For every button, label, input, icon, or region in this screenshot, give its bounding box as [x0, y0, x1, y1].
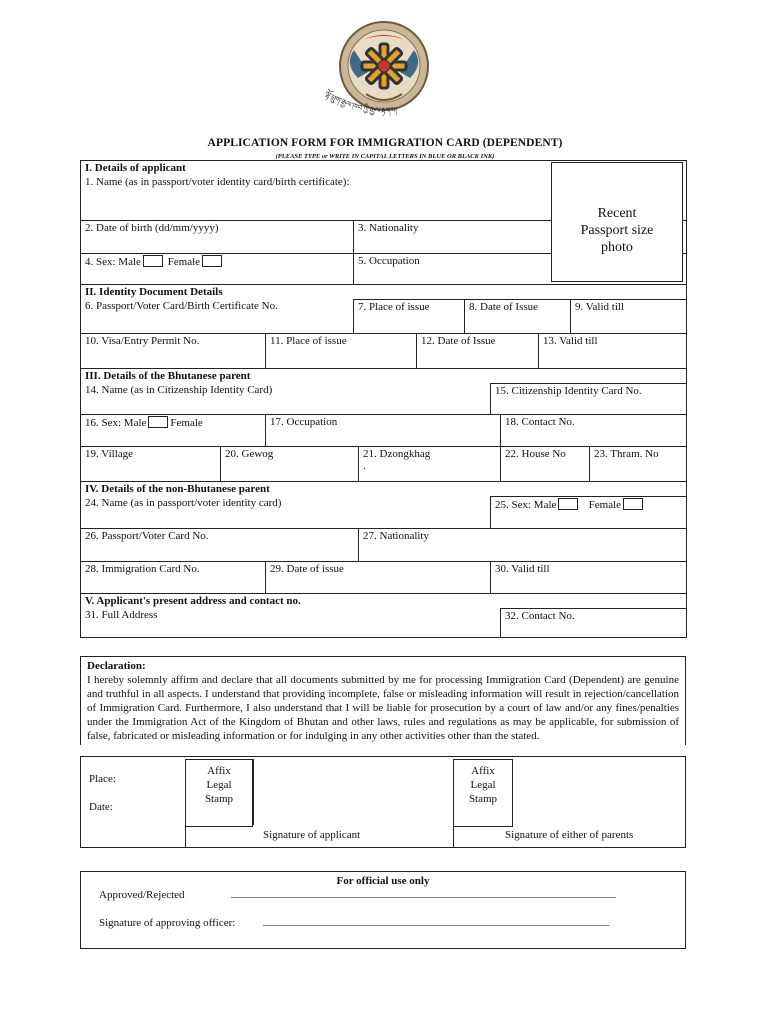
field-2-date-of-birth[interactable]: 2. Date of birth (dd/mm/yyyy) — [81, 220, 354, 253]
field-4-male-checkbox[interactable] — [143, 255, 163, 267]
declaration-text: I hereby solemnly affirm and declare that all documents submitted by me for processing Immigration Card (Dependent) are genuine and truthful in all aspects. I understand that providing incomplete, false or misleading information will result in rejection/cancellation of Immigration Card. Furthermore, I also understand that I will be liable for prosecution by a court of law and/or any fines/penalties under the Immigration Act of the Kingdom of Bhutan and other laws, rules and regulations as may be applicable, for submission of false, fabricated or misleading information or for indulging in any other activities other than the stated. — [87, 674, 679, 742]
field-9-valid-till[interactable]: 9. Valid till — [571, 299, 687, 333]
field-10-visa-no[interactable]: 10. Visa/Entry Permit No. — [81, 333, 266, 368]
field-17-occupation[interactable]: 17. Occupation — [266, 414, 501, 446]
field-12-date-of-issue[interactable]: 12. Date of Issue — [417, 333, 539, 368]
field-1-name[interactable]: 1. Name (as in passport/voter identity card/birth certificate): — [81, 175, 687, 220]
field-25-male-label: 25. Sex: Male — [495, 498, 557, 511]
field-26-passport-no[interactable]: 26. Passport/Voter Card No. — [81, 528, 359, 561]
section-1-heading: I. Details of applicant — [81, 161, 687, 176]
field-25-sex — [491, 496, 687, 528]
field-4-female-label: Female — [167, 255, 201, 268]
field-13-valid-till[interactable]: 13. Valid till — [539, 333, 687, 368]
applicant-signature-label[interactable]: Signature of applicant — [263, 829, 361, 841]
field-32-contact-no[interactable]: 32. Contact No. — [501, 608, 687, 637]
field-25-female-checkbox[interactable] — [623, 498, 643, 510]
form-subtitle: (PLEASE TYPE or WRITE IN CAPITAL LETTERS IN BLUE OR BLACK INK) — [275, 153, 495, 160]
field-16-male-checkbox[interactable] — [148, 416, 168, 428]
field-29-date-of-issue[interactable]: 29. Date of issue — [266, 561, 491, 593]
section-5-heading: V. Applicant's present address and contact no. — [81, 593, 687, 608]
declaration-heading: Declaration: — [87, 660, 146, 672]
field-23-thram-no[interactable]: 23. Thram. No — [590, 446, 687, 481]
bhutan-royal-emblem-icon — [304, 14, 464, 132]
field-16-male-label: 16. Sex: Male — [85, 416, 147, 429]
field-21-label: 21. Dzongkhag — [363, 447, 431, 460]
official-use-heading: For official use only — [336, 875, 430, 887]
form-title: APPLICATION FORM FOR IMMIGRATION CARD (DEPENDENT) — [207, 137, 563, 149]
stamp2-line1: Affix — [471, 765, 495, 777]
approved-rejected-label: Approved/Rejected — [99, 889, 185, 901]
field-8-date-of-issue[interactable]: 8. Date of Issue — [465, 299, 571, 333]
field-6-document-no[interactable]: 6. Passport/Voter Card/Birth Certificate No. — [81, 299, 354, 333]
parent-signature-label[interactable]: Signature of either of parents — [505, 829, 634, 841]
date-label: Date: — [89, 801, 113, 813]
declaration-section — [80, 656, 686, 745]
place-label: Place: — [89, 773, 116, 785]
field-22-house-no[interactable]: 22. House No — [501, 446, 590, 481]
photo-label-line2: Passport size — [580, 223, 654, 238]
field-27-nationality[interactable]: 27. Nationality — [359, 528, 687, 561]
photo-label-line1: Recent — [597, 206, 637, 221]
field-5-occupation[interactable]: 5. Occupation — [354, 253, 687, 284]
stamp1-line2: Legal — [206, 779, 232, 791]
section-4-heading: IV. Details of the non-Bhutanese parent — [81, 481, 687, 496]
field-30-valid-till[interactable]: 30. Valid till — [491, 561, 687, 593]
stamp1-line1: Affix — [207, 765, 231, 777]
field-4-female-checkbox[interactable] — [202, 255, 222, 267]
stamp2-line3: Stamp — [468, 793, 498, 805]
section-3-heading: III. Details of the Bhutanese parent — [81, 368, 687, 383]
field-14-name[interactable]: 14. Name (as in Citizenship Identity Card) — [81, 383, 491, 414]
field-20-gewog[interactable]: 20. Gewog — [221, 446, 359, 481]
applicant-stamp-box[interactable] — [185, 759, 253, 827]
application-form — [80, 160, 686, 638]
field-16-sex — [81, 414, 266, 446]
field-21-dot: . — [363, 459, 366, 472]
approving-officer-line[interactable]: _______________________________________________________________ — [263, 915, 610, 927]
approved-rejected-line[interactable]: ______________________________________________________________________ — [231, 887, 616, 899]
field-16-female-label: Female — [170, 416, 203, 429]
official-use-section — [80, 871, 686, 949]
signature-section — [80, 756, 686, 848]
field-4-sex — [81, 253, 354, 284]
stamp1-line3: Stamp — [204, 793, 234, 805]
field-25-male-checkbox[interactable] — [558, 498, 578, 510]
parent-stamp-box[interactable] — [453, 759, 513, 827]
field-3-nationality[interactable]: 3. Nationality — [354, 220, 687, 253]
field-18-contact-no[interactable]: 18. Contact No. — [501, 414, 687, 446]
field-28-immigration-card-no[interactable]: 28. Immigration Card No. — [81, 561, 266, 593]
field-19-village[interactable]: 19. Village — [81, 446, 221, 481]
field-15-cid-no[interactable]: 15. Citizenship Identity Card No. — [491, 383, 687, 414]
field-11-place-of-issue[interactable]: 11. Place of issue — [266, 333, 417, 368]
emblem-script-text: ལྷོ་ཕྲུག་རྒྱལ་ཁབ་ཀྱི་རྒྱལ་རྟགས། — [323, 89, 398, 116]
approving-officer-label: Signature of approving officer: — [99, 917, 236, 929]
field-24-name[interactable]: 24. Name (as in passport/voter identity card) — [81, 496, 491, 528]
field-25-female-label: Female — [588, 498, 622, 511]
field-7-place-of-issue[interactable]: 7. Place of issue — [354, 299, 465, 333]
field-4-male-label: 4. Sex: Male — [85, 255, 141, 268]
passport-photo-box[interactable] — [551, 162, 683, 282]
photo-label-line3: photo — [601, 240, 633, 255]
field-21-dzongkhag[interactable] — [359, 446, 501, 481]
section-2-heading: II. Identity Document Details — [81, 284, 687, 299]
field-31-full-address[interactable]: 31. Full Address — [81, 608, 501, 637]
stamp2-line2: Legal — [470, 779, 496, 791]
